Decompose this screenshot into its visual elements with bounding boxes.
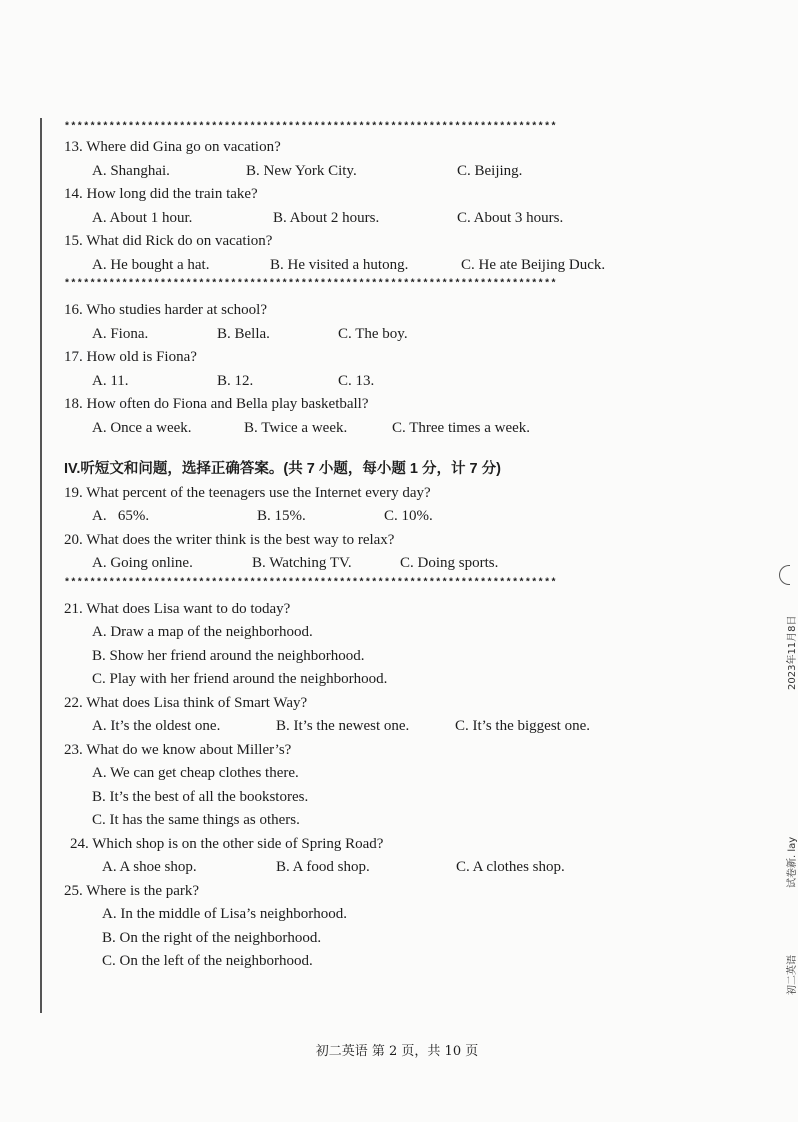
options-19 [64,505,704,529]
question-17: 17. How old is Fiona? [64,349,197,365]
option-a[interactable]: A. He bought a hat. [92,256,210,273]
option-b[interactable]: B. 12. [217,372,254,389]
option-c[interactable]: C. About 3 hours. [457,209,564,226]
option-a[interactable]: A. We can get cheap clothes there. [92,765,299,781]
option-c[interactable]: C. On the left of the neighborhood. [102,953,313,969]
options-15 [64,254,704,278]
option-c[interactable]: C. Three times a week. [392,419,531,436]
option-b[interactable]: B. Twice a week. [244,419,348,436]
question-21: 21. What does Lisa want to do today? [64,600,291,617]
options-14 [64,207,704,231]
question-18: 18. How often do Fiona and Bella play basketball? [64,396,369,412]
side-date: 2023年11月8日 [787,615,798,690]
option-b[interactable]: B. On the right of the neighborhood. [102,929,322,946]
option-a[interactable]: A. 11. [92,372,129,389]
section-4-title: IV.听短文和问题，选择正确答案。(共 7 小题，每小题 1 分，计 7 分) [64,461,501,477]
option-a[interactable]: A. In the middle of Lisa’s neighborhood. [102,906,347,922]
question-25: 25. Where is the park? [64,882,200,899]
side-subject: 初二英语 [787,955,798,995]
option-b[interactable]: B. It’s the newest one. [276,718,410,734]
option-c[interactable]: C. 13. [338,372,375,389]
options-20 [64,552,704,576]
option-c[interactable]: C. It has the same things as others. [92,812,300,828]
question-15: 15. What did Rick do on vacation? [64,233,273,249]
option-a[interactable]: A. It’s the oldest one. [92,718,221,734]
option-b[interactable]: B. Bella. [217,325,270,342]
option-a[interactable]: A. About 1 hour. [92,209,193,226]
option-b[interactable]: B. A food shop. [276,859,370,875]
option-b[interactable]: B. New York City. [246,162,357,179]
option-b[interactable]: B. About 2 hours. [273,209,380,226]
option-c[interactable]: C. He ate Beijing Duck. [461,256,606,273]
option-c[interactable]: C. The boy. [338,325,408,342]
options-13 [64,160,704,184]
separator: ***************************************************************************** [64,279,557,290]
question-16: 16. Who studies harder at school? [64,302,268,318]
options-18 [64,417,704,441]
options-16 [64,323,704,347]
question-24: 24. Which shop is on the other side of Spring Road? [70,835,384,852]
option-c[interactable]: C. It’s the biggest one. [455,718,590,734]
exam-page [64,120,704,974]
option-a[interactable]: A. Shanghai. [92,162,170,179]
option-c[interactable]: C. 10%. [384,508,433,524]
option-a[interactable]: A. 65%. [92,508,150,524]
margin-line [40,118,42,1013]
separator: ***************************************************************************** [64,577,557,589]
question-13: 13. Where did Gina go on vacation? [64,139,281,155]
separator: ***************************************************************************** [64,122,557,133]
binding-mark [779,565,790,585]
option-a[interactable]: A. Going online. [92,555,193,571]
option-a[interactable]: A. A shoe shop. [102,859,197,875]
option-b[interactable]: B. It’s the best of all the bookstores. [92,788,309,805]
page-footer: 初二英语 第 2 页，共 10 页 [315,1044,479,1059]
question-20: 20. What does the writer think is the best way to relax? [64,531,395,548]
option-c[interactable]: C. A clothes shop. [456,859,565,875]
option-b[interactable]: B. Show her friend around the neighborhood. [92,647,365,664]
option-c[interactable]: C. Beijing. [457,162,523,179]
options-24 [64,856,704,880]
option-a[interactable]: A. Once a week. [92,419,192,436]
question-19: 19. What percent of the teenagers use the Internet every day? [64,484,431,501]
option-c[interactable]: C. Play with her friend around the neighborhood. [92,671,388,687]
option-a[interactable]: A. Draw a map of the neighborhood. [92,624,313,640]
option-b[interactable]: B. He visited a hutong. [270,256,409,273]
side-filename: 试卷新. lay [787,836,798,888]
option-b[interactable]: B. Watching TV. [252,555,352,571]
option-b[interactable]: B. 15%. [257,508,306,524]
option-c[interactable]: C. Doing sports. [400,555,499,571]
question-14: 14. How long did the train take? [64,186,258,202]
options-17 [64,370,704,394]
question-23: 23. What do we know about Miller’s? [64,741,292,758]
option-a[interactable]: A. Fiona. [92,325,149,342]
options-22 [64,715,704,739]
question-22: 22. What does Lisa think of Smart Way? [64,694,308,711]
